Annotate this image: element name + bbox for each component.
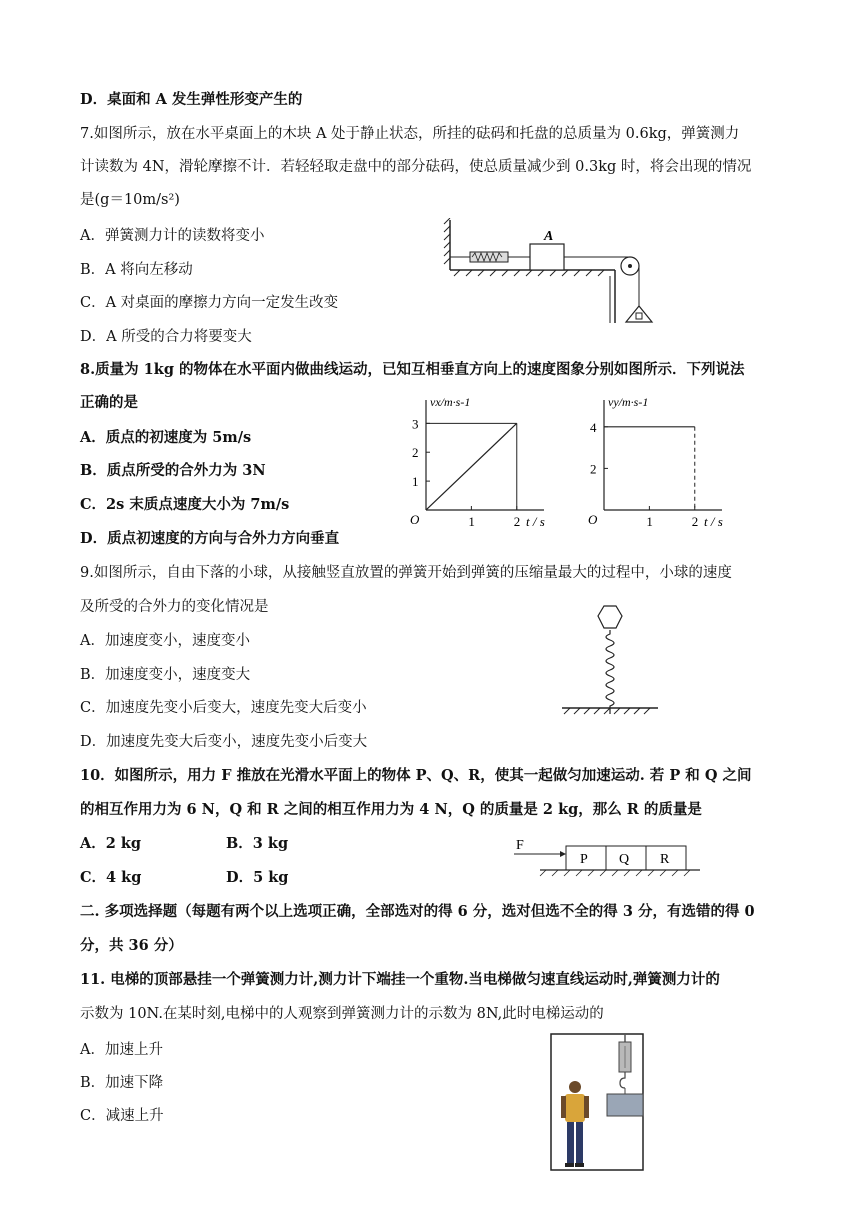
q7-block-label: A — [544, 229, 554, 244]
y-tick-label: 2 — [412, 445, 419, 461]
q10-stem-line2: 的相互作用力为 6 N，Q 和 R 之间的相互作用力为 4 N，Q 的质量是 2 kg，那么 R 的质量是 — [80, 801, 702, 818]
q7-option-a: A．弹簧测力计的读数将变小 — [80, 228, 265, 244]
block-q-label: Q — [619, 852, 630, 867]
spring — [606, 630, 614, 714]
y-tick-label: 3 — [412, 416, 419, 432]
q8-chart-vx — [398, 392, 558, 532]
q10-option-c: C．4 kg — [80, 869, 142, 886]
q11-option-b: B．加速下降 — [80, 1075, 164, 1091]
q10-option-a: A．2 kg — [80, 835, 142, 852]
force-label: F — [516, 838, 524, 853]
q8-chart-vy — [576, 392, 736, 532]
origin-label: O — [588, 512, 598, 527]
y-tick-label: 4 — [590, 419, 597, 435]
x-axis-label: t / s — [526, 514, 545, 529]
block-r-label: R — [660, 852, 670, 867]
q11-stem-line1: 11. 电梯的顶部悬挂一个弹簧测力计,测力计下端挂一个重物.当电梯做匀速直线运动时,弹簧测力计的 — [80, 971, 720, 988]
q9-figure-ball-spring — [560, 604, 660, 716]
y-tick-label: 1 — [412, 474, 419, 490]
q8-stem-line1: 8.质量为 1kg 的物体在水平面内做曲线运动，已知互相垂直方向上的速度图象分别如图所示．下列说法 — [80, 361, 745, 378]
y-axis-label: vy/m·s-1 — [608, 395, 649, 409]
q7-stem-line3: 是(g＝10m/s²) — [80, 192, 180, 208]
q7-option-c: C．A 对桌面的摩擦力方向一定发生改变 — [80, 295, 339, 311]
q11-stem-line2: 示数为 10N.在某时刻,电梯中的人观察到弹簧测力计的示数为 8N,此时电梯运动的 — [80, 1006, 604, 1022]
q11-figure-elevator — [549, 1032, 645, 1172]
section2-heading-line2: 分，共 36 分） — [80, 937, 183, 954]
x-tick-label: 2 — [691, 514, 699, 529]
q10-figure-blocks — [510, 834, 705, 878]
q10-stem-line1: 10．如图所示，用力 F 推放在光滑水平面上的物体 P、Q、R，使其一起做匀加速运动. 若 P 和 Q 之间 — [80, 767, 752, 784]
q9-stem-line2: 及所受的合外力的变化情况是 — [80, 599, 269, 615]
q7-stem-line2: 计读数为 4N，滑轮摩擦不计．若轻轻取走盘中的部分砝码，使总质量减少到 0.3kg 时，将会出现的情况 — [80, 159, 752, 175]
origin-label: O — [410, 512, 420, 527]
q8-stem-line2: 正确的是 — [80, 394, 138, 411]
q9-option-d: D．加速度先变大后变小，速度先变小后变大 — [80, 734, 368, 750]
q9-option-c: C．加速度先变小后变大，速度先变大后变小 — [80, 700, 367, 716]
q8-option-c: C．2s 末质点速度大小为 7m/s — [80, 496, 290, 513]
q8-option-a: A．质点的初速度为 5m/s — [80, 429, 252, 446]
q9-stem-line1: 9.如图所示，自由下落的小球，从接触竖直放置的弹簧开始到弹簧的压缩量最大的过程中，小球的速度 — [80, 565, 732, 581]
q11-option-a: A．加速上升 — [80, 1042, 163, 1058]
q7-option-d: D．A 所受的合力将要变大 — [80, 329, 252, 345]
q7-stem-line1: 7.如图所示，放在水平桌面上的木块 A 处于静止状态，所挂的砝码和托盘的总质量为 0.6kg，弹簧测力 — [80, 126, 740, 142]
x-tick-label: 1 — [646, 514, 653, 529]
x-tick-label: 1 — [468, 514, 475, 529]
q6-option-d: D．桌面和 A 发生弹性形变产生的 — [80, 91, 303, 108]
q8-option-d: D．质点初速度的方向与合外力方向垂直 — [80, 530, 340, 547]
y-axis-label: vx/m·s-1 — [430, 395, 471, 409]
ball — [598, 606, 622, 628]
q10-option-b: B．3 kg — [226, 835, 289, 852]
q10-option-d: D．5 kg — [226, 869, 289, 886]
block-p-label: P — [580, 852, 588, 867]
q7-figure-table-pulley — [440, 218, 670, 328]
x-axis-label: t / s — [704, 514, 723, 529]
q7-option-b: B．A 将向左移动 — [80, 262, 193, 278]
section2-heading-line1: 二. 多项选择题（每题有两个以上选项正确，全部选对的得 6 分，选对但选不全的得 3 分，有选错的得 0 — [80, 903, 755, 920]
y-tick-label: 2 — [590, 461, 597, 477]
q8-option-b: B．质点所受的合外力为 3N — [80, 462, 266, 479]
q9-option-b: B．加速度变小，速度变大 — [80, 667, 251, 683]
q9-option-a: A．加速度变小，速度变小 — [80, 633, 250, 649]
series-line — [426, 423, 517, 510]
x-tick-label: 2 — [513, 514, 521, 529]
q11-option-c: C．减速上升 — [80, 1108, 164, 1124]
